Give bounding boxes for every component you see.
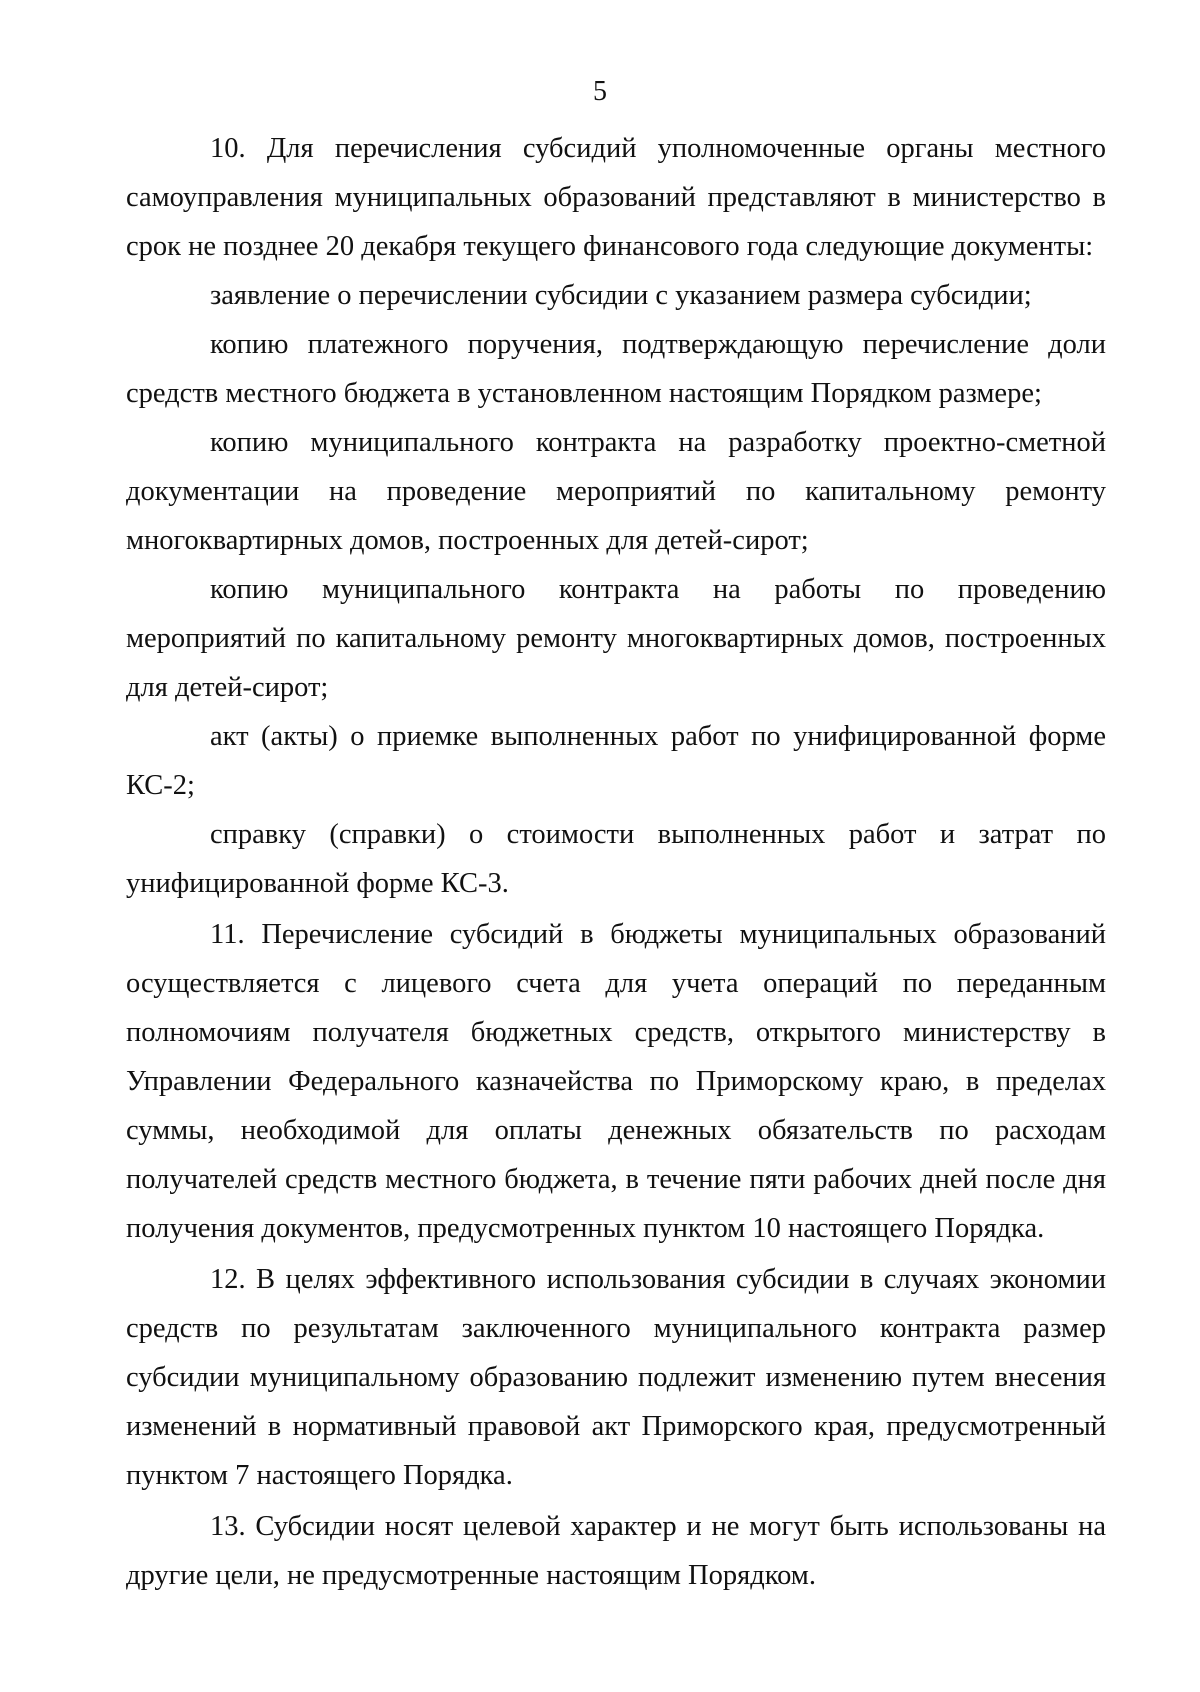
page-number: 5 [593,76,607,107]
paragraph-10: 10. Для перечисления субсидий уполномоченные органы местного самоуправления муниципальных образований представляют в министерство в срок не позднее 20 декабря текущего финансового года следующие документы: [126,133,1106,262]
list-item-works-contract: копию муниципального контракта на работы по проведению мероприятий по капитальному ремонту многоквартирных домов, построенных для детей-сирот; [126,574,1106,703]
list-item-ks2-act: акт (акты) о приемке выполненных работ по унифицированной форме КС-2; [126,721,1106,801]
list-item-design-contract: копию муниципального контракта на разработку проектно-сметной документации на проведение мероприятий по капитальному ремонту многоквартирных домов, построенных для детей-сирот; [126,427,1106,556]
paragraph-13: 13. Субсидии носят целевой характер и не могут быть использованы на другие цели, не предусмотренные настоящим Порядком. [126,1511,1106,1591]
list-item-application: заявление о перечислении субсидии с указанием размера субсидии; [210,280,1032,311]
document-body [126,124,1106,1600]
paragraph-12: 12. В целях эффективного использования субсидии в случаях экономии средств по результатам заключенного муниципального контракта размер субсидии муниципальному образованию подлежит изменению путем внесения изменений в нормативный правовой акт Приморского края, предусмотренный пунктом 7 настоящего Порядка. [126,1264,1106,1491]
list-item-payment-order: копию платежного поручения, подтверждающую перечисление доли средств местного бюджета в установленном настоящим Порядком размере; [126,329,1106,409]
list-item-ks3-certificate: справку (справки) о стоимости выполненных работ и затрат по унифицированной форме КС-3. [126,819,1106,899]
paragraph-11: 11. Перечисление субсидий в бюджеты муниципальных образований осуществляется с лицевого счета для учета операций по переданным полномочиям получателя бюджетных средств, открытого министерству в Управлении Федерального казначейства по Приморскому краю, в пределах суммы, необходимой для оплаты денежных обязательств по расходам получателей средств местного бюджета, в течение пяти рабочих дней после дня получения документов, предусмотренных пунктом 10 настоящего Порядка. [126,919,1106,1244]
